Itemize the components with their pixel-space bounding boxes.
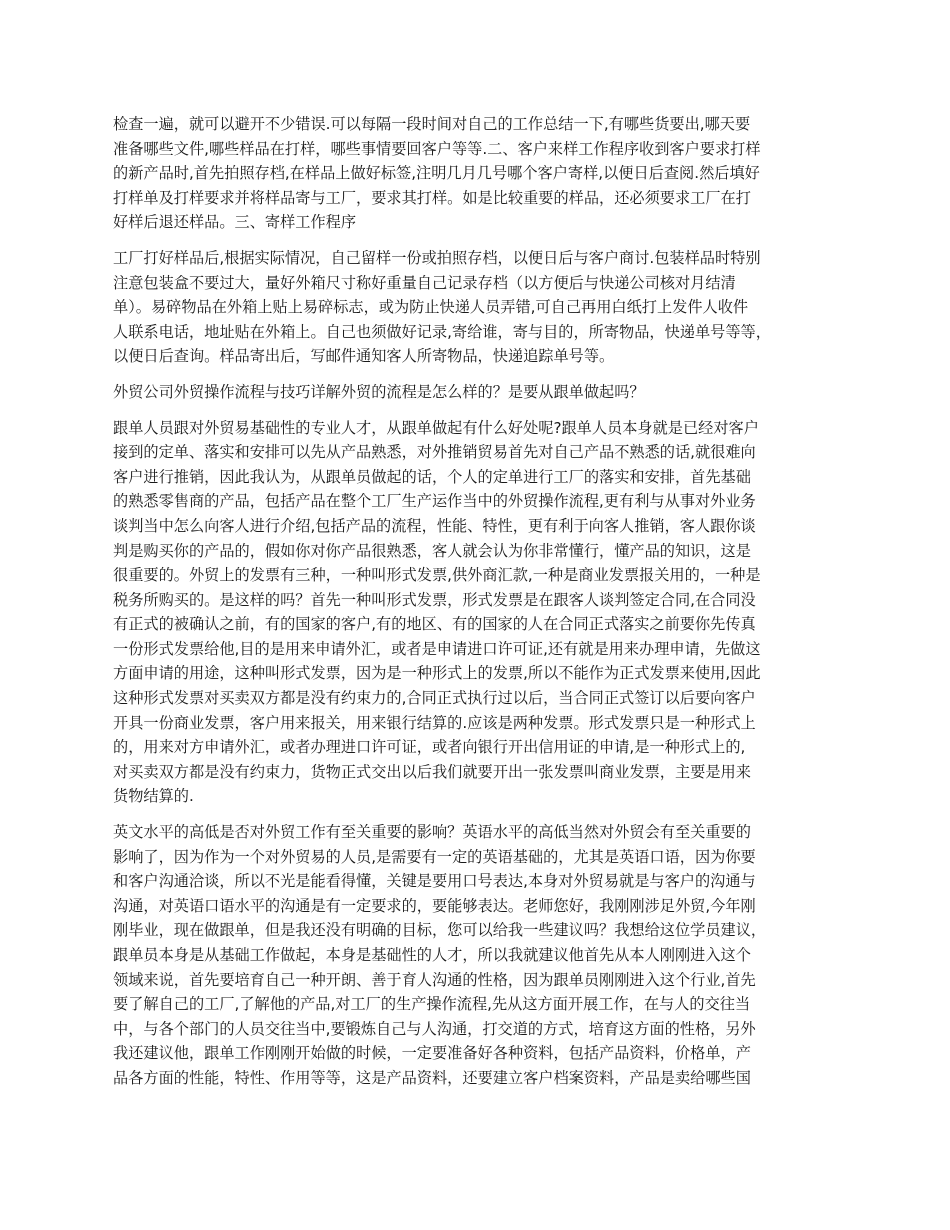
text-line: 准备哪些文件,哪些样品在打样，哪些事情要回客户等等.二、客户来样工作程序收到客户要求打样 — [113, 139, 761, 158]
document-body — [113, 112, 838, 1091]
text-line: 有正式的被确认之前，有的国家的客户,有的地区、有的国家的人在合同正式落实之前要你先传真 — [113, 615, 756, 634]
text-line: 打样单及打样要求并将样品寄与工厂，要求其打样。如是比较重要的样品，还必须要求工厂在打 — [113, 188, 751, 207]
text-line: 工厂打好样品后,根据实际情况，自己留样一份或拍照存档，以便日后与客户商讨.包装样品时特别 — [113, 248, 761, 267]
text-line: 沟通，对英语口语水平的沟通是有一定要求的，要能够表达。老师您好，我刚刚涉足外贸,今年刚 — [113, 896, 756, 915]
text-line: 我还建议他，跟单工作刚刚开始做的时候，一定要准备好各种资料，包括产品资料，价格单，产 — [113, 1044, 751, 1063]
text-line: 单）。易碎物品在外箱上贴上易碎标志，或为防止快递人员弄错,可自己再用白纸打上发件人收件 — [113, 298, 749, 317]
text-line: 这种形式发票对买卖双方都是没有约束力的,合同正式执行过以后，当合同正式签订以后要向客户 — [113, 689, 756, 708]
text-line: 注意包装盒不要过大，量好外箱尺寸称好重量自己记录存档（以方便后与快递公司核对月结清 — [113, 273, 736, 292]
text-line: 英文水平的高低是否对外贸工作有至关重要的影响？英语水平的高低当然对外贸会有至关重要的 — [113, 823, 751, 842]
text-line: 谈判当中怎么向客人进行介绍,包括产品的流程，性能、特性，更有利于向客人推销，客人跟你谈 — [113, 516, 756, 535]
text-line: 和客户沟通洽谈，所以不光是能看得懂，关键是要用口号表达,本身对外贸易就是与客户的沟通与 — [113, 872, 756, 891]
text-line: 检查一遍，就可以避开不少错误.可以每隔一段时间对自己的工作总结一下,有哪些货要出,哪天要 — [113, 115, 751, 133]
text-line: 好样后退还样品。三、寄样工作程序 — [113, 213, 356, 232]
text-line: 以便日后查询。样品寄出后，写邮件通知客人所寄物品，快递追踪单号等。 — [113, 347, 615, 366]
text-line: 接到的定单、落实和安排可以先从产品熟悉，对外推销贸易首先对自己产品不熟悉的话,就很难向 — [113, 443, 756, 462]
text-line: 的新产品时,首先拍照存档,在样品上做好标签,注明几月几号哪个客户寄样,以便日后查阅.然后填好 — [113, 164, 760, 183]
text-line: 的，用来对方申请外汇，或者办理进口许可证，或者向银行开出信用证的申请,是一种形式上的, — [113, 738, 746, 757]
text-line: 开具一份商业发票，客户用来报关，用来银行结算的.应该是两种发票。形式发票只是一种形式上 — [113, 713, 756, 732]
paragraph-sample-procedure — [113, 112, 838, 235]
text-line: 领域来说，首先要培育自己一种开朗、善于育人沟通的性格，因为跟单员刚刚进入这个行业,首先 — [113, 970, 756, 989]
section-heading — [113, 380, 838, 405]
text-line: 税务所购买的。是这样的吗？首先一种叫形式发票，形式发票是在跟客人谈判签定合同,在合同没 — [113, 590, 756, 609]
text-line: 品各方面的性能，特性、作用等等，这是产品资料，还要建立客户档案资料，产品是卖给哪些国 — [113, 1068, 751, 1087]
heading-line: 外贸公司外贸操作流程与技巧详解外贸的流程是怎么样的？是要从跟单做起吗？ — [113, 382, 645, 401]
paragraph-english-level — [113, 820, 838, 1091]
paragraph-merchandiser-invoices — [113, 416, 838, 810]
text-line: 对买卖双方都是没有约束力，货物正式交出以后我们就要开出一张发票叫商业发票，主要是用来 — [113, 762, 751, 781]
text-line: 很重要的。外贸上的发票有三种，一种叫形式发票,供外商汇款,一种是商业发票报关用的，一种是 — [113, 566, 761, 585]
text-line: 跟单人员跟对外贸易基础性的专业人才，从跟单做起有什么好处呢?跟单人员本身就是已经对客户 — [113, 418, 759, 437]
text-line: 中，与各个部门的人员交往当中,要锻炼自己与人沟通，打交道的方式，培育这方面的性格，另外 — [113, 1019, 756, 1038]
text-line: 影响了，因为作为一个对外贸易的人员,是需要有一定的英语基础的，尤其是英语口语，因为你要 — [113, 847, 756, 866]
text-line: 人联系电话，地址贴在外箱上。自己也须做好记录,寄给谁，寄与目的，所寄物品，快递单号等等， — [113, 322, 771, 341]
text-line: 刚毕业，现在做跟单，但是我还没有明确的目标，您可以给我一些建议吗？我想给这位学员建议， — [113, 921, 767, 940]
text-line: 方面申请的用途，这种叫形式发票，因为是一种形式上的发票,所以不能作为正式发票来使用,因此 — [113, 664, 761, 683]
paragraph-mailing-samples — [113, 246, 838, 369]
text-line: 判是购买你的产品的，假如你对你产品很熟悉，客人就会认为你非常懂行，懂产品的知识，这是 — [113, 541, 751, 560]
text-line: 的熟悉零售商的产品，包括产品在整个工厂生产运作当中的外贸操作流程,更有利与从事对外业务 — [113, 492, 756, 511]
text-line: 要了解自己的工厂,了解他的产品,对工厂的生产操作流程,先从这方面开展工作，在与人的交往当 — [113, 995, 751, 1014]
text-line: 一份形式发票给他,目的是用来申请外汇，或者是申请进口许可证,还有就是用来办理申请，先做这 — [113, 639, 761, 658]
text-line: 货物结算的. — [113, 787, 194, 806]
text-line: 客户进行推销，因此我认为，从跟单员做起的话，个人的定单进行工厂的落实和安排，首先基础 — [113, 467, 751, 486]
text-line: 跟单员本身是从基础工作做起，本身是基础性的人才，所以我就建议他首先从本人刚刚进入这个 — [113, 946, 751, 964]
